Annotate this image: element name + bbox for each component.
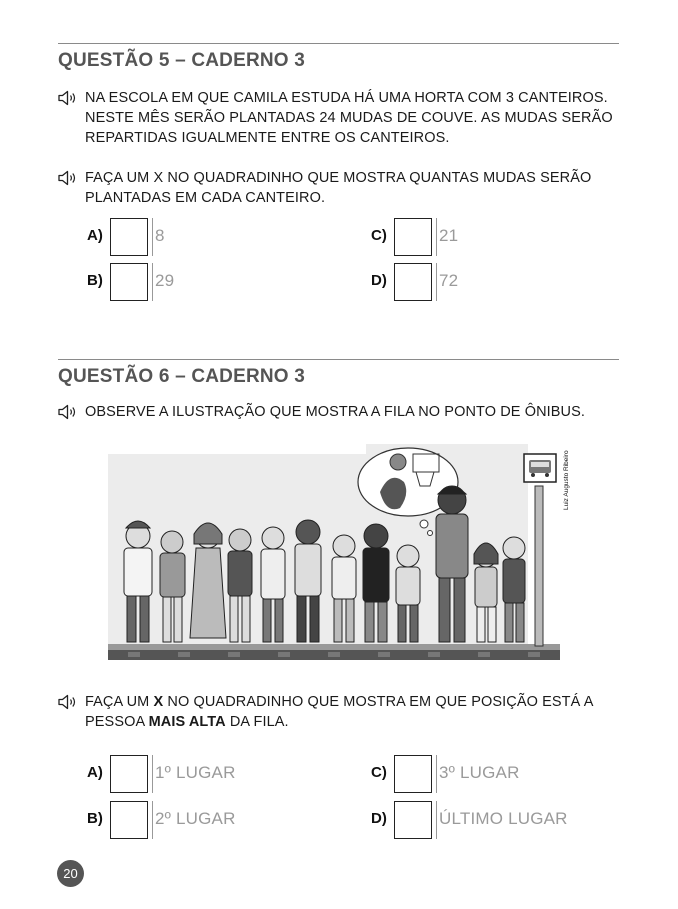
option-value: 3º LUGAR bbox=[439, 763, 520, 782]
question-5-instruction-text: FAÇA UM X NO QUADRADINHO QUE MOSTRA QUANTAS MUDAS SERÃO PLANTADAS EM CADA CANTEIRO. bbox=[85, 170, 592, 206]
answer-checkbox[interactable] bbox=[110, 801, 148, 839]
speaker-audio-icon[interactable] bbox=[58, 694, 78, 710]
answer-checkbox[interactable] bbox=[394, 755, 432, 793]
option-value: 21 bbox=[439, 226, 459, 245]
answer-checkbox[interactable] bbox=[394, 218, 432, 256]
option-value: 8 bbox=[155, 226, 165, 245]
answer-checkbox[interactable] bbox=[394, 801, 432, 839]
option-value: ÚLTIMO LUGAR bbox=[439, 809, 568, 828]
answer-checkbox[interactable] bbox=[110, 755, 148, 793]
question-6-instruction bbox=[58, 692, 638, 732]
answer-checkbox[interactable] bbox=[394, 263, 432, 301]
speaker-audio-icon[interactable] bbox=[58, 90, 78, 106]
question-5-statement bbox=[58, 88, 638, 148]
speaker-audio-icon[interactable] bbox=[58, 170, 78, 186]
question-5-text: NA ESCOLA EM QUE CAMILA ESTUDA HÁ UMA HORTA COM 3 CANTEIROS. NESTE MÊS SERÃO PLANTADAS 24 MUDAS DE COUVE. AS MUDAS SERÃO REPARTIDAS IGUALMENTE ENTRE OS CANTEIROS. bbox=[85, 90, 613, 146]
option-label: A) bbox=[87, 764, 103, 781]
option-value: 29 bbox=[155, 271, 175, 290]
option-value: 72 bbox=[439, 271, 459, 290]
divider bbox=[152, 801, 153, 839]
answer-checkbox[interactable] bbox=[110, 218, 148, 256]
option-label: A) bbox=[87, 227, 103, 244]
page-number: 20 bbox=[57, 860, 84, 887]
divider bbox=[436, 801, 437, 839]
option-label: C) bbox=[371, 227, 387, 244]
section-divider bbox=[58, 359, 619, 360]
bus-stop-queue-illustration bbox=[108, 444, 572, 666]
question-6-text: OBSERVE A ILUSTRAÇÃO QUE MOSTRA A FILA NO PONTO DE ÔNIBUS. bbox=[85, 404, 586, 420]
illustration-credit: Luiz Augusto Ribeiro bbox=[563, 450, 570, 510]
question-6-instruction-text: FAÇA UM X NO QUADRADINHO QUE MOSTRA EM QUE POSIÇÃO ESTÁ A PESSOA MAIS ALTA DA FILA. bbox=[85, 694, 593, 730]
question-6-title: QUESTÃO 6 – CADERNO 3 bbox=[58, 366, 306, 387]
question-5-instruction bbox=[58, 168, 638, 208]
divider bbox=[436, 218, 437, 256]
option-label: B) bbox=[87, 810, 103, 827]
option-label: D) bbox=[371, 272, 387, 289]
divider bbox=[436, 263, 437, 301]
option-value: 2º LUGAR bbox=[155, 809, 236, 828]
speaker-audio-icon[interactable] bbox=[58, 404, 78, 420]
section-divider bbox=[58, 43, 619, 44]
divider bbox=[436, 755, 437, 793]
answer-checkbox[interactable] bbox=[110, 263, 148, 301]
question-5-title: QUESTÃO 5 – CADERNO 3 bbox=[58, 50, 306, 71]
option-label: B) bbox=[87, 272, 103, 289]
question-6-statement bbox=[58, 402, 638, 422]
option-value: 1º LUGAR bbox=[155, 763, 236, 782]
option-label: C) bbox=[371, 764, 387, 781]
option-label: D) bbox=[371, 810, 387, 827]
divider bbox=[152, 218, 153, 256]
divider bbox=[152, 755, 153, 793]
divider bbox=[152, 263, 153, 301]
